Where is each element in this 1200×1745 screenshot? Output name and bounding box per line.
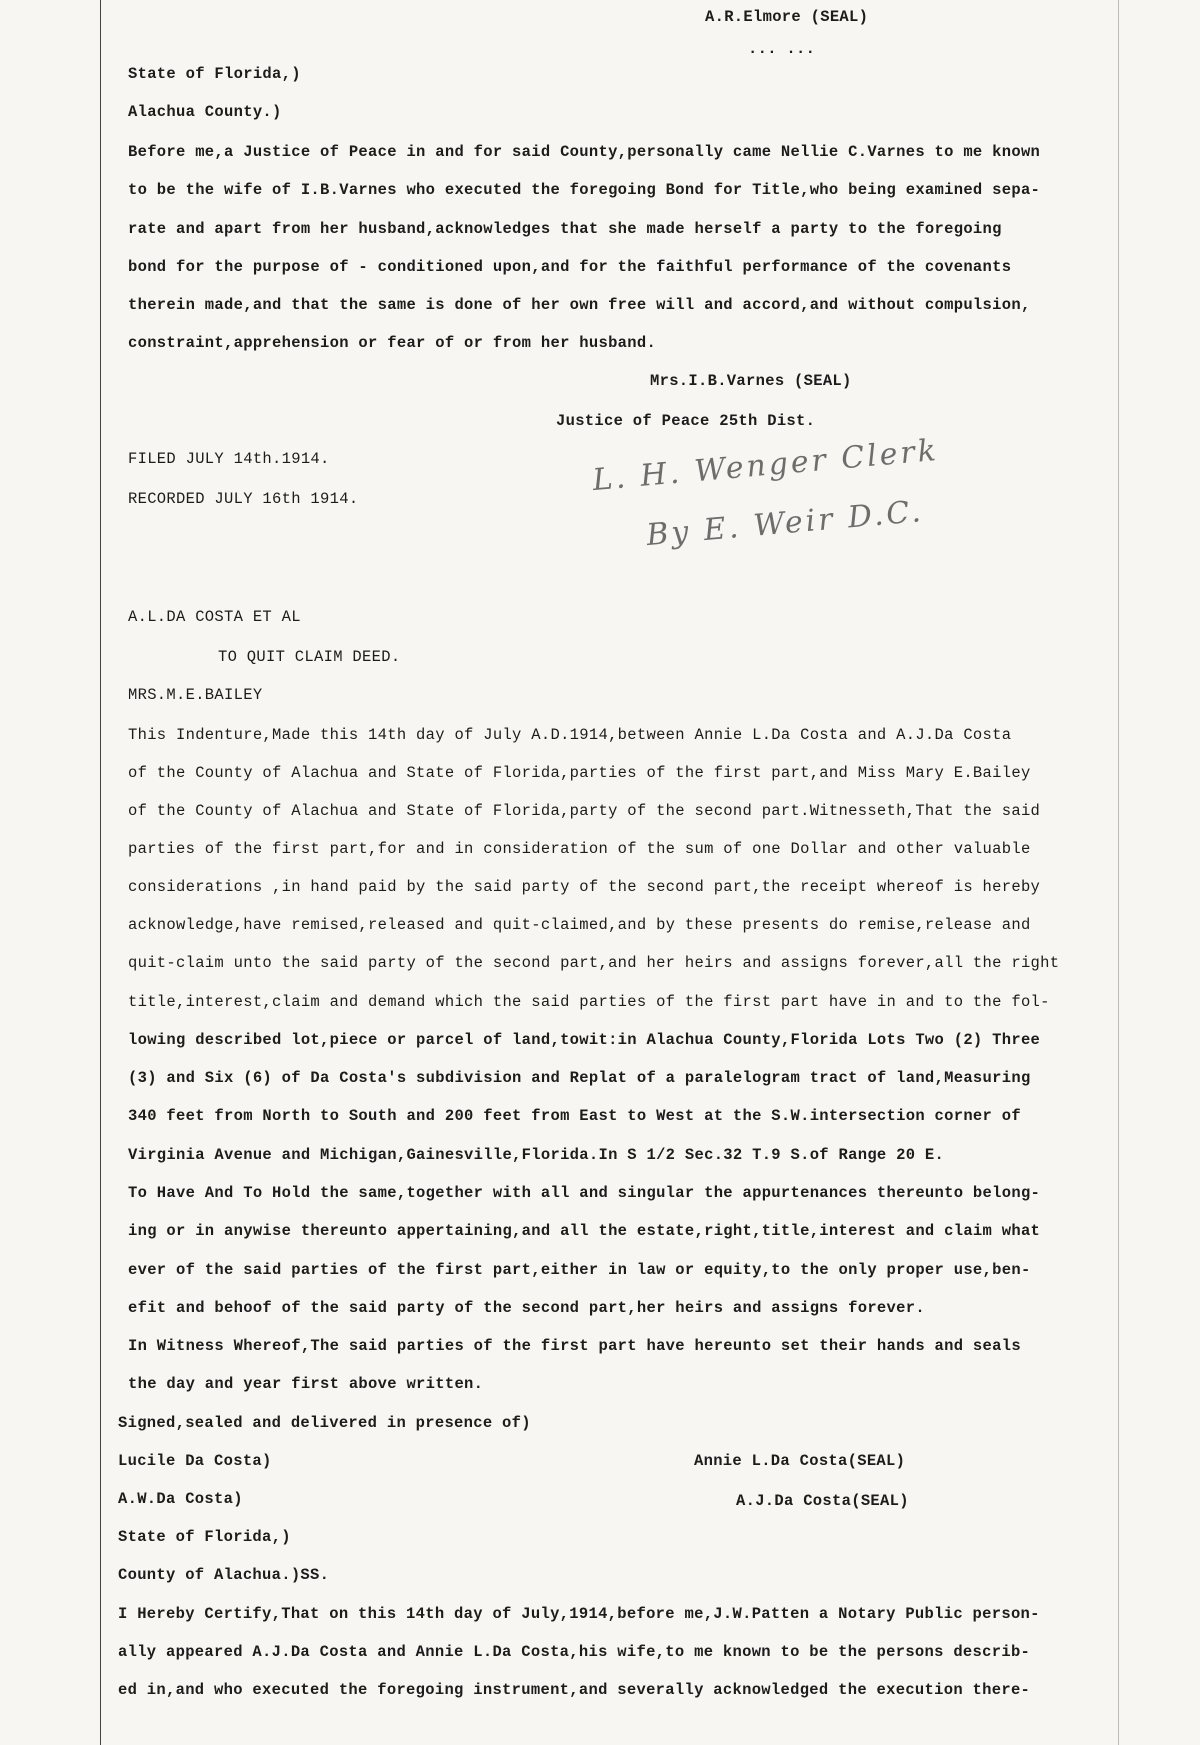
- clerk-signature: L. H. Wenger Clerk: [591, 432, 941, 499]
- filed-date: FILED JULY 14th.1914.: [128, 450, 330, 468]
- signer-annie: Annie L.Da Costa(SEAL): [694, 1452, 906, 1470]
- ack1-state: State of Florida,): [128, 65, 301, 83]
- ack1-line: rate and apart from her husband,acknowledges that she made herself a party to the foregoing: [128, 220, 1002, 238]
- deed-party-to: MRS.M.E.BAILEY: [128, 686, 263, 704]
- deed-line: parties of the first part,for and in consideration of the sum of one Dollar and other valuable: [128, 840, 1031, 858]
- deed-party-from: A.L.DA COSTA ET AL: [128, 608, 301, 626]
- deed-line: quit-claim unto the said party of the second part,and her heirs and assigns forever,all the right: [128, 954, 1060, 972]
- signer-aj: A.J.Da Costa(SEAL): [736, 1492, 909, 1510]
- right-margin-rule: [1118, 0, 1119, 1745]
- left-margin-rule: [100, 0, 101, 1745]
- deed-line: To Have And To Hold the same,together with all and singular the appurtenances thereunto belong-: [128, 1184, 1041, 1202]
- deed-line: (3) and Six (6) of Da Costa's subdivision and Replat of a paralelogram tract of land,Measuring: [128, 1069, 1031, 1087]
- signed-sealed-line: Signed,sealed and delivered in presence of): [118, 1414, 531, 1432]
- recorded-date: RECORDED JULY 16th 1914.: [128, 490, 359, 508]
- witness-aw: A.W.Da Costa): [118, 1490, 243, 1508]
- ack2-line: I Hereby Certify,That on this 14th day of July,1914,before me,J.W.Patten a Notary Public person-: [118, 1605, 1040, 1623]
- witness-lucile: Lucile Da Costa): [118, 1452, 272, 1470]
- elmore-seal: A.R.Elmore (SEAL): [705, 8, 869, 26]
- deed-line: ever of the said parties of the first part,either in law or equity,to the only proper use,ben-: [128, 1261, 1031, 1279]
- deed-line: acknowledge,have remised,released and quit-claimed,and by these presents do remise,release and: [128, 916, 1031, 934]
- deed-line: In Witness Whereof,The said parties of the first part have hereunto set their hands and seals: [128, 1337, 1021, 1355]
- deed-type: TO QUIT CLAIM DEED.: [218, 648, 401, 666]
- justice-title: Justice of Peace 25th Dist.: [556, 412, 816, 430]
- deed-line: of the County of Alachua and State of Florida,parties of the first part,and Miss Mary E.Bailey: [128, 764, 1031, 782]
- deed-line: the day and year first above written.: [128, 1375, 484, 1393]
- ack1-county: Alachua County.): [128, 103, 282, 121]
- seal-dots: ... ...: [748, 40, 816, 58]
- deputy-signature: By E. Weir D.C.: [645, 493, 926, 554]
- ack2-state: State of Florida,): [118, 1528, 291, 1546]
- ack1-line: therein made,and that the same is done of her own free will and accord,and without compulsion,: [128, 296, 1031, 314]
- ack2-line: ed in,and who executed the foregoing instrument,and severally acknowledged the execution there-: [118, 1681, 1031, 1699]
- deed-line: Virginia Avenue and Michigan,Gainesville,Florida.In S 1/2 Sec.32 T.9 S.of Range 20 E.: [128, 1146, 945, 1164]
- varnes-signature: Mrs.I.B.Varnes (SEAL): [650, 372, 852, 390]
- ack1-line: bond for the purpose of - conditioned upon,and for the faithful performance of the covenants: [128, 258, 1012, 276]
- deed-line: 340 feet from North to South and 200 feet from East to West at the S.W.intersection corner of: [128, 1107, 1021, 1125]
- deed-line: of the County of Alachua and State of Florida,party of the second part.Witnesseth,That the said: [128, 802, 1041, 820]
- deed-line: considerations ,in hand paid by the said party of the second part,the receipt whereof is hereby: [128, 878, 1041, 896]
- ack2-line: ally appeared A.J.Da Costa and Annie L.Da Costa,his wife,to me known to be the persons describ-: [118, 1643, 1031, 1661]
- ack1-line: to be the wife of I.B.Varnes who executed the foregoing Bond for Title,who being examined sepa-: [128, 181, 1041, 199]
- deed-line: lowing described lot,piece or parcel of land,towit:in Alachua County,Florida Lots Two (2) Three: [128, 1031, 1041, 1049]
- deed-line: title,interest,claim and demand which the said parties of the first part have in and to the fol-: [128, 993, 1050, 1011]
- ack1-line: Before me,a Justice of Peace in and for said County,personally came Nellie C.Varnes to me known: [128, 143, 1041, 161]
- deed-line: efit and behoof of the said party of the second part,her heirs and assigns forever.: [128, 1299, 925, 1317]
- deed-line: This Indenture,Made this 14th day of July A.D.1914,between Annie L.Da Costa and A.J.Da Costa: [128, 726, 1012, 744]
- deed-line: ing or in anywise thereunto appertaining,and all the estate,right,title,interest and claim what: [128, 1222, 1041, 1240]
- ack2-county: County of Alachua.)SS.: [118, 1566, 330, 1584]
- ack1-line: constraint,apprehension or fear of or from her husband.: [128, 334, 657, 352]
